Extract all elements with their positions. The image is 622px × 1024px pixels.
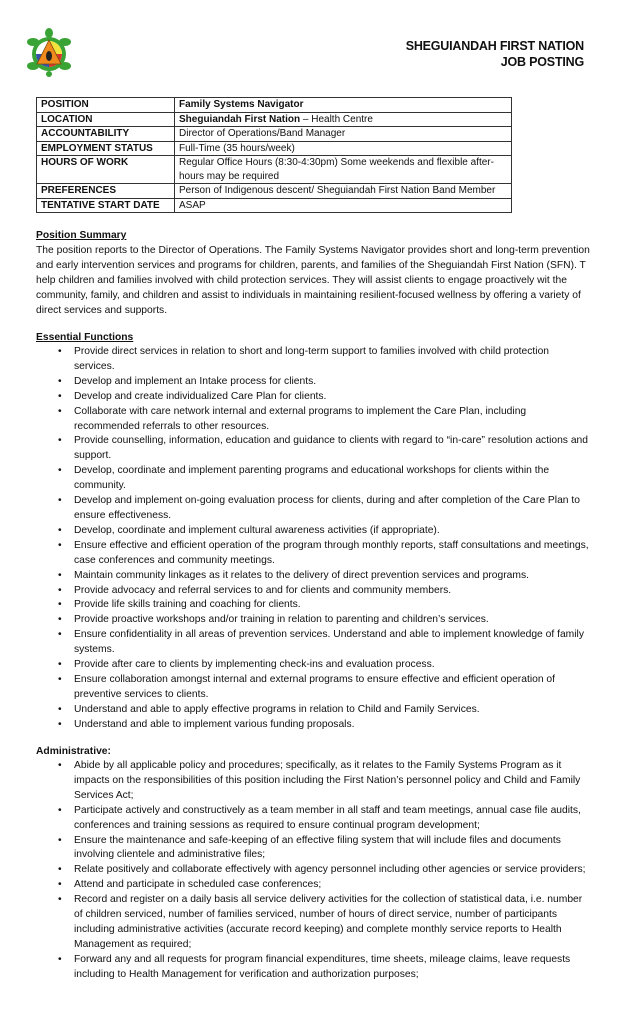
row-label: HOURS OF WORK	[37, 156, 175, 184]
table-row	[37, 156, 512, 184]
row-value: ASAP	[175, 198, 512, 213]
list-item: • Maintain community linkages as it relates to the delivery of direct prevention services and programs.	[36, 569, 592, 584]
row-value: Person of Indigenous descent/ Sheguiandah First Nation Band Member	[175, 184, 512, 199]
list-item: • Forward any and all requests for program financial expenditures, time sheets, mileage claims, leave requests including to Health Management for verification and authorization purposes;	[36, 953, 592, 983]
list-item: • Provide after care to clients by implementing check-ins and evaluation process.	[36, 658, 592, 673]
row-label: TENTATIVE START DATE	[37, 198, 175, 213]
turtle-medicine-wheel-logo-icon	[24, 26, 74, 78]
list-item: • Provide proactive workshops and/or training in relation to parenting and children’s services.	[36, 613, 592, 628]
table-row	[37, 184, 512, 199]
list-item: • Ensure effective and efficient operation of the program through monthly reports, staff consultations and meetings, case conferences and community meetings.	[36, 539, 592, 569]
table-row	[37, 98, 512, 113]
list-item: • Develop, coordinate and implement cultural awareness activities (if appropriate).	[36, 524, 592, 539]
row-label: EMPLOYMENT STATUS	[37, 141, 175, 156]
list-item: • Develop and implement an Intake process for clients.	[36, 375, 592, 390]
list-item: • Develop and create individualized Care Plan for clients.	[36, 390, 592, 405]
row-label: ACCOUNTABILITY	[37, 127, 175, 142]
table-row	[37, 127, 512, 142]
table-row	[37, 141, 512, 156]
list-item: • Provide direct services in relation to short and long-term support to families involved with child protection services.	[36, 345, 592, 375]
list-item: • Ensure the maintenance and safe-keeping of an effective filing system that will include files and documents involving clientele and administrative files;	[36, 834, 592, 864]
org-name: SHEGUIANDAH FIRST NATION	[405, 39, 584, 53]
list-item: • Attend and participate in scheduled case conferences;	[36, 878, 592, 893]
essential-functions-section	[36, 330, 592, 733]
job-info-table	[36, 97, 512, 213]
essential-functions-list	[36, 345, 592, 733]
list-item: • Develop and implement on-going evaluation process for clients, during and after completion of the Care Plan to ensure effectiveness.	[36, 494, 592, 524]
row-value: Regular Office Hours (8:30-4:30pm) Some weekends and flexible after-hours may be required	[175, 156, 512, 184]
list-item: • Ensure confidentiality in all areas of prevention services. Understand and able to implement knowledge of family systems.	[36, 628, 592, 658]
list-item: • Understand and able to implement various funding proposals.	[36, 718, 592, 733]
row-label: LOCATION	[37, 112, 175, 127]
list-item: • Ensure collaboration amongst internal and external programs to ensure effective and efficient operation of preventive services to clients.	[36, 673, 592, 703]
doc-type: JOB POSTING	[500, 55, 584, 69]
list-item: • Record and register on a daily basis all service delivery activities for the collection of statistical data, i.e. number of children serviced, number of families serviced, number of hours of direct service, number of participants including administrative activities (accurate record keeping) and complete monthly service reports to Health Management as required;	[36, 893, 592, 953]
list-item: • Collaborate with care network internal and external programs to implement the Care Plan, including recommended referrals to other resources.	[36, 405, 592, 435]
list-item: • Understand and able to apply effective programs in relation to Child and Family Services.	[36, 703, 592, 718]
table-row	[37, 198, 512, 213]
row-value: Director of Operations/Band Manager	[175, 127, 512, 142]
location-detail: – Health Centre	[300, 113, 373, 125]
section-title: Administrative:	[36, 746, 111, 757]
list-item: • Provide life skills training and coaching for clients.	[36, 598, 592, 613]
section-title: Position Summary	[36, 230, 127, 241]
summary-text: The position reports to the Director of Operations. The Family Systems Navigator provides short and long-term prevention and early intervention services and programs for children, parents, and families of the Sheguiandah First Nation (SFN). T help children and families involved with child protection services. They will assist clients to engage proactively wit the community, family, and children and assist to individuals in maintaining resilient-focused wellness by offering a variety of direct services and supports.	[36, 245, 590, 316]
list-item: • Provide counselling, information, education and guidance to clients with regard to “in-care” resolution actions and support.	[36, 434, 592, 464]
list-item: • Develop, coordinate and implement parenting programs and educational workshops for clients within the community.	[36, 464, 592, 494]
section-title: Essential Functions	[36, 332, 134, 343]
list-item: • Provide advocacy and referral services to and for clients and community members.	[36, 584, 592, 599]
row-value	[175, 112, 512, 127]
list-item: • Abide by all applicable policy and procedures; specifically, as it relates to the Family Systems Program as it impacts on the responsibilities of this position including the First Nation’s personnel policy and Child and Family Services Act;	[36, 759, 592, 804]
table-row	[37, 112, 512, 127]
row-label: PREFERENCES	[37, 184, 175, 199]
list-item: • Participate actively and constructively as a team member in all staff and team meetings, annual case file audits, conferences and training sessions as required to ensure continual program development;	[36, 804, 592, 834]
row-value: Family Systems Navigator	[175, 98, 512, 113]
location-name: Sheguiandah First Nation	[179, 113, 301, 125]
list-item: • Relate positively and collaborate effectively with agency personnel including other agencies or service providers;	[36, 863, 592, 878]
position-summary-section	[36, 228, 592, 318]
administrative-list	[36, 759, 592, 983]
administrative-section	[36, 744, 592, 983]
row-value: Full-Time (35 hours/week)	[175, 141, 512, 156]
row-label: POSITION	[37, 98, 175, 113]
document-header	[406, 38, 584, 70]
